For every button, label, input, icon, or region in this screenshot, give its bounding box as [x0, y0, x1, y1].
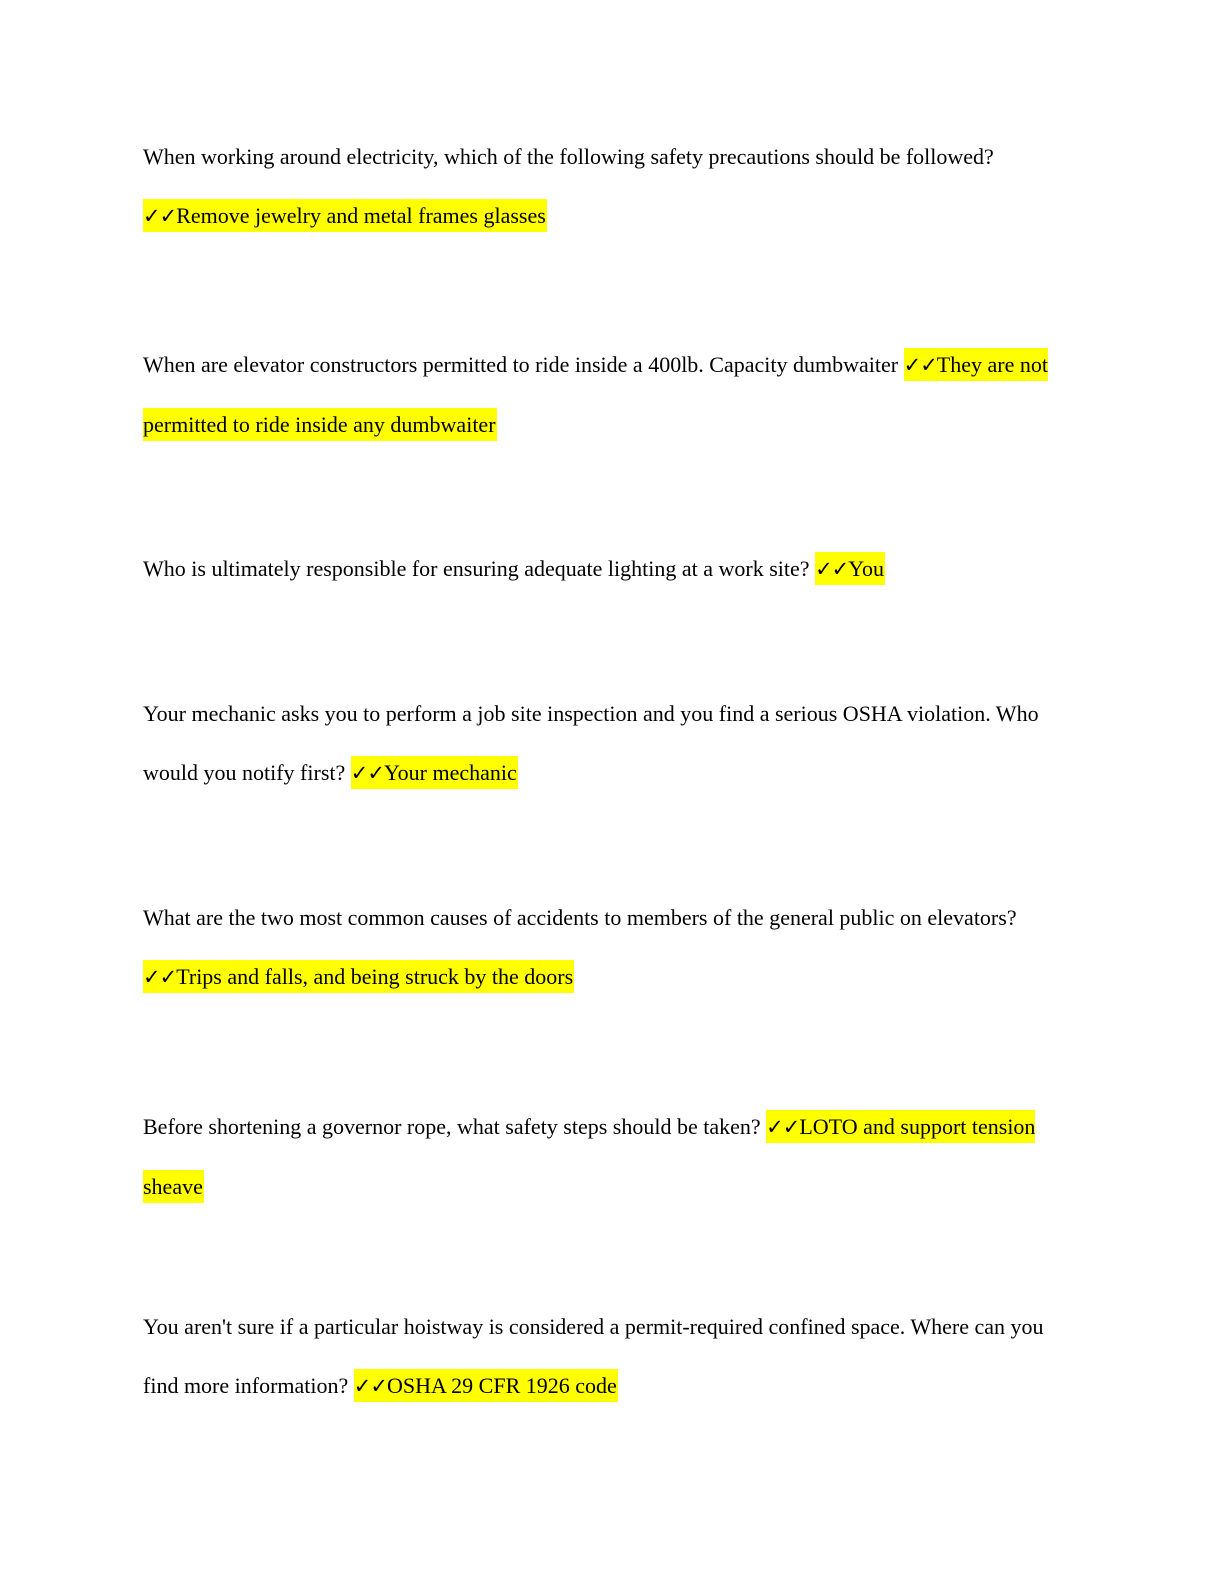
qa-item-1	[143, 127, 1083, 246]
answer-highlight	[351, 756, 518, 789]
qa-item-5	[143, 888, 1083, 1007]
answer-text: You	[848, 556, 884, 581]
question-text: When are elevator constructors permitted to ride inside a 400lb. Capacity dumbwaiter	[143, 352, 899, 377]
answer-text: LOTO and support tension sheave	[143, 1114, 1036, 1199]
double-check-icon: ✓✓	[353, 1374, 387, 1398]
answer-text: They are not permitted to ride inside any dumbwaiter	[143, 352, 1048, 437]
answer-text: Your mechanic	[383, 760, 517, 785]
double-check-icon: ✓✓	[903, 353, 937, 377]
double-check-icon: ✓✓	[766, 1115, 800, 1139]
question-text: Who is ultimately responsible for ensuring adequate lighting at a work site?	[143, 556, 810, 581]
question-text: What are the two most common causes of accidents to members of the general public on elevators?	[143, 905, 1017, 930]
answer-text: OSHA 29 CFR 1926 code	[386, 1373, 617, 1398]
double-check-icon: ✓✓	[143, 204, 177, 228]
answer-highlight	[354, 1369, 618, 1402]
question-text: You aren't sure if a particular hoistway is considered a permit-required confined space. Where can you find more information?	[143, 1314, 1044, 1398]
answer-highlight	[143, 960, 574, 993]
answer-text: Remove jewelry and metal frames glasses	[176, 203, 546, 228]
question-text: When working around electricity, which of the following safety precautions should be followed?	[143, 144, 994, 169]
qa-item-4	[143, 684, 1083, 803]
double-check-icon: ✓✓	[143, 965, 177, 989]
answer-text: Trips and falls, and being struck by the doors	[176, 964, 574, 989]
answer-highlight	[815, 552, 885, 585]
question-text: Before shortening a governor rope, what safety steps should be taken?	[143, 1114, 761, 1139]
question-text: Your mechanic asks you to perform a job site inspection and you find a serious OSHA violation. Who would you notify first?	[143, 701, 1039, 785]
qa-item-3	[143, 539, 1083, 599]
double-check-icon: ✓✓	[815, 557, 849, 581]
answer-highlight	[143, 199, 547, 232]
qa-item-6	[143, 1097, 1083, 1216]
qa-item-7	[143, 1297, 1083, 1416]
double-check-icon: ✓✓	[350, 761, 384, 785]
qa-item-2	[143, 335, 1083, 454]
